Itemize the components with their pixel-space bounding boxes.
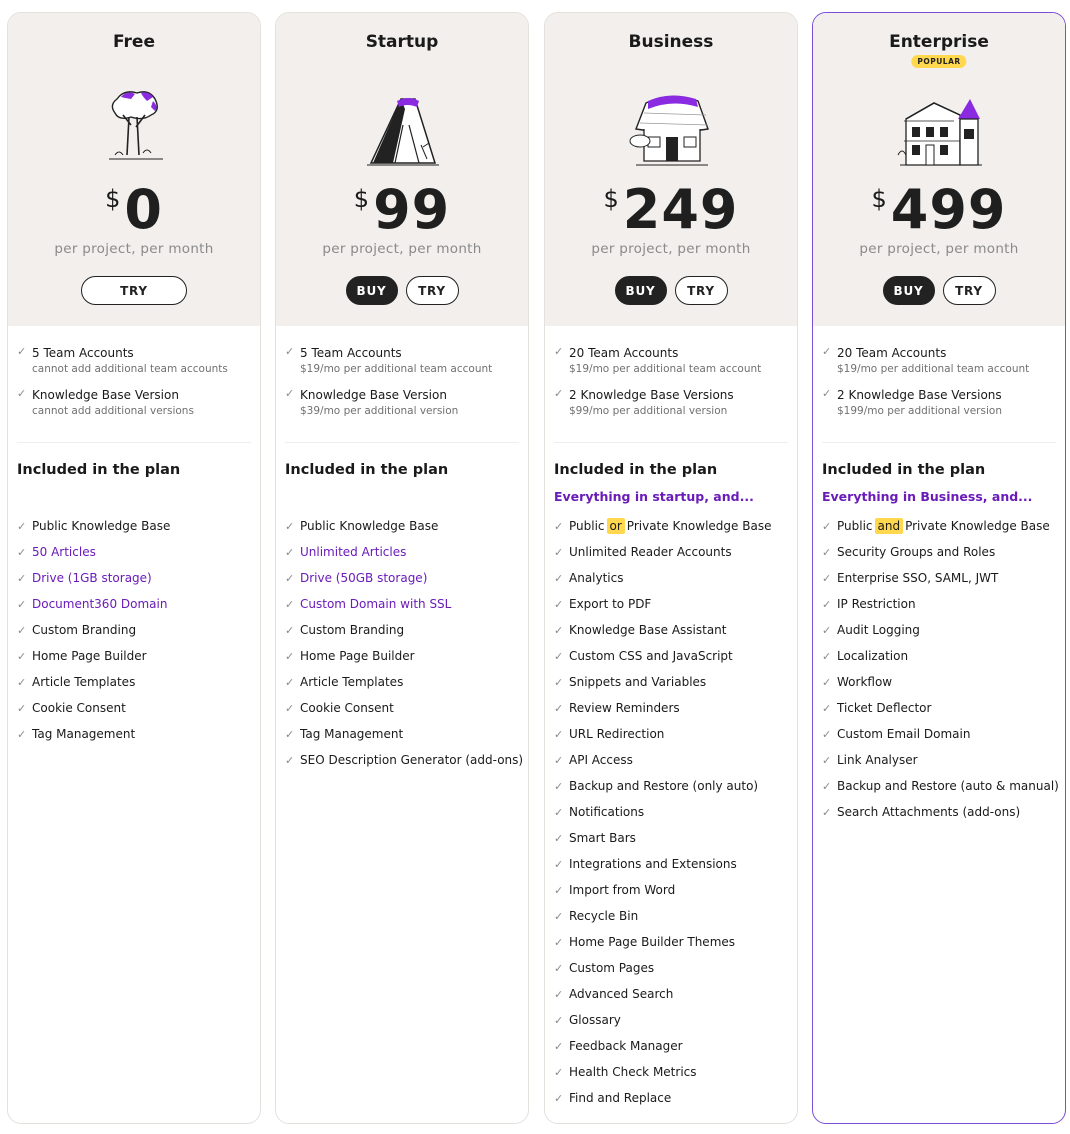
buy-button[interactable]: BUY bbox=[883, 276, 935, 305]
included-subtitle: Everything in Business, and... bbox=[822, 489, 1033, 504]
account-subtitle: $19/mo per additional team account bbox=[837, 363, 1030, 375]
feature-label: Custom Branding bbox=[300, 623, 405, 637]
feature-item bbox=[554, 773, 793, 799]
check-icon: ✓ bbox=[554, 961, 564, 975]
feature-item bbox=[285, 747, 524, 773]
check-icon: ✓ bbox=[822, 345, 832, 358]
divider bbox=[822, 442, 1056, 443]
feature-label: Backup and Restore (only auto) bbox=[569, 779, 759, 793]
check-icon: ✓ bbox=[285, 571, 295, 585]
check-icon: ✓ bbox=[285, 545, 295, 559]
feature-item bbox=[822, 773, 1061, 799]
plan-card-enterprise bbox=[812, 12, 1066, 1124]
plan-actions bbox=[276, 276, 528, 305]
account-item bbox=[554, 387, 797, 420]
account-subtitle: cannot add additional team accounts bbox=[32, 363, 228, 375]
account-item bbox=[17, 345, 260, 378]
check-icon: ✓ bbox=[554, 883, 564, 897]
feature-item bbox=[554, 955, 793, 981]
feature-label-pre: Public bbox=[837, 519, 873, 533]
divider bbox=[554, 442, 788, 443]
feature-label: Drive (50GB storage) bbox=[300, 571, 428, 585]
check-icon: ✓ bbox=[285, 675, 295, 689]
check-icon: ✓ bbox=[554, 987, 564, 1001]
feature-label: Workflow bbox=[837, 675, 893, 689]
check-icon: ✓ bbox=[554, 1039, 564, 1053]
feature-item bbox=[554, 929, 793, 955]
feature-item bbox=[554, 1085, 793, 1111]
feature-label: Knowledge Base Assistant bbox=[569, 623, 727, 637]
feature-item bbox=[822, 669, 1061, 695]
feature-label: IP Restriction bbox=[837, 597, 916, 611]
check-icon: ✓ bbox=[554, 1013, 564, 1027]
price bbox=[813, 178, 1065, 241]
check-icon: ✓ bbox=[822, 805, 832, 819]
account-title: 5 Team Accounts bbox=[32, 346, 134, 360]
tree-icon bbox=[89, 85, 179, 173]
check-icon: ✓ bbox=[822, 623, 832, 637]
feature-label: Unlimited Articles bbox=[300, 545, 407, 559]
account-limits bbox=[813, 326, 1065, 442]
plan-header bbox=[545, 13, 797, 326]
check-icon: ✓ bbox=[554, 1091, 564, 1105]
feature-item bbox=[554, 1033, 793, 1059]
feature-label: Localization bbox=[837, 649, 909, 663]
try-button[interactable]: TRY bbox=[943, 276, 996, 305]
check-icon: ✓ bbox=[822, 649, 832, 663]
check-icon: ✓ bbox=[285, 701, 295, 715]
check-icon: ✓ bbox=[554, 345, 564, 358]
feature-item bbox=[554, 877, 793, 903]
feature-item bbox=[822, 591, 1061, 617]
feature-label: Article Templates bbox=[32, 675, 136, 689]
price bbox=[545, 178, 797, 241]
feature-item bbox=[822, 617, 1061, 643]
plan-card-free bbox=[7, 12, 261, 1124]
feature-label: Home Page Builder bbox=[300, 649, 415, 663]
feature-label: Custom Pages bbox=[569, 961, 655, 975]
plan-actions bbox=[813, 276, 1065, 305]
feature-item bbox=[17, 565, 256, 591]
feature-item bbox=[554, 591, 793, 617]
plan-name: Free bbox=[113, 32, 155, 52]
feature-label-pre: Public bbox=[569, 519, 605, 533]
feature-label: Health Check Metrics bbox=[569, 1065, 697, 1079]
feature-item bbox=[285, 721, 524, 747]
price bbox=[276, 178, 528, 241]
feature-label: Search Attachments (add-ons) bbox=[837, 805, 1021, 819]
try-button[interactable]: TRY bbox=[81, 276, 187, 305]
feature-label: API Access bbox=[569, 753, 633, 767]
feature-label: Home Page Builder Themes bbox=[569, 935, 736, 949]
account-title: Knowledge Base Version bbox=[300, 388, 447, 402]
price-period: per project, per month bbox=[54, 241, 214, 257]
check-icon: ✓ bbox=[285, 519, 295, 533]
feature-item bbox=[554, 695, 793, 721]
plan-name: Business bbox=[628, 32, 714, 52]
check-icon: ✓ bbox=[554, 909, 564, 923]
plan-header bbox=[276, 13, 528, 326]
check-icon: ✓ bbox=[285, 727, 295, 741]
feature-item bbox=[554, 721, 793, 747]
feature-item bbox=[17, 513, 256, 539]
price-amount: 99 bbox=[373, 178, 451, 241]
price-period: per project, per month bbox=[591, 241, 751, 257]
check-icon: ✓ bbox=[554, 387, 564, 400]
feature-list bbox=[554, 513, 793, 1111]
check-icon: ✓ bbox=[285, 623, 295, 637]
plan-card-startup bbox=[275, 12, 529, 1124]
feature-label: Export to PDF bbox=[569, 597, 652, 611]
feature-item bbox=[554, 825, 793, 851]
feature-item bbox=[285, 695, 524, 721]
check-icon: ✓ bbox=[822, 519, 832, 533]
feature-label: Audit Logging bbox=[837, 623, 920, 637]
feature-item bbox=[822, 695, 1061, 721]
feature-list bbox=[822, 513, 1061, 825]
account-title: 20 Team Accounts bbox=[569, 346, 679, 360]
check-icon: ✓ bbox=[17, 701, 27, 715]
check-icon: ✓ bbox=[285, 597, 295, 611]
included-title: Included in the plan bbox=[554, 462, 718, 478]
feature-item bbox=[554, 643, 793, 669]
feature-item bbox=[822, 747, 1061, 773]
mansion-icon bbox=[894, 85, 984, 173]
feature-item bbox=[554, 1007, 793, 1033]
feature-item bbox=[17, 669, 256, 695]
buy-button[interactable]: BUY bbox=[346, 276, 398, 305]
feature-label: Public Knowledge Base bbox=[32, 519, 171, 533]
check-icon: ✓ bbox=[822, 387, 832, 400]
try-button[interactable]: TRY bbox=[406, 276, 459, 305]
feature-item bbox=[822, 565, 1061, 591]
feature-label: Tag Management bbox=[32, 727, 136, 741]
account-item bbox=[822, 387, 1065, 420]
feature-item bbox=[285, 565, 524, 591]
buy-button[interactable]: BUY bbox=[615, 276, 667, 305]
check-icon: ✓ bbox=[17, 519, 27, 533]
feature-list bbox=[285, 513, 524, 773]
account-title: 2 Knowledge Base Versions bbox=[569, 388, 734, 402]
check-icon: ✓ bbox=[822, 597, 832, 611]
check-icon: ✓ bbox=[822, 779, 832, 793]
price-amount: 249 bbox=[622, 178, 739, 241]
feature-label: SEO Description Generator (add-ons) bbox=[300, 753, 524, 767]
check-icon: ✓ bbox=[554, 597, 564, 611]
check-icon: ✓ bbox=[822, 545, 832, 559]
account-limits bbox=[276, 326, 528, 442]
check-icon: ✓ bbox=[822, 571, 832, 585]
feature-label: Find and Replace bbox=[569, 1091, 672, 1105]
currency-symbol: $ bbox=[603, 185, 619, 213]
feature-label: Custom CSS and JavaScript bbox=[569, 649, 733, 663]
feature-label: Integrations and Extensions bbox=[569, 857, 737, 871]
check-icon: ✓ bbox=[822, 727, 832, 741]
feature-item bbox=[17, 539, 256, 565]
check-icon: ✓ bbox=[822, 675, 832, 689]
feature-item bbox=[822, 539, 1061, 565]
feature-item bbox=[554, 747, 793, 773]
currency-symbol: $ bbox=[871, 185, 887, 213]
feature-item bbox=[554, 669, 793, 695]
check-icon: ✓ bbox=[285, 345, 295, 358]
plan-card-business bbox=[544, 12, 798, 1124]
feature-item bbox=[554, 1059, 793, 1085]
feature-item bbox=[554, 981, 793, 1007]
included-title: Included in the plan bbox=[285, 462, 449, 478]
account-item bbox=[17, 387, 260, 420]
account-subtitle: $39/mo per additional version bbox=[300, 405, 459, 417]
check-icon: ✓ bbox=[285, 753, 295, 767]
feature-label: Home Page Builder bbox=[32, 649, 147, 663]
feature-label: 50 Articles bbox=[32, 545, 96, 559]
account-title: 5 Team Accounts bbox=[300, 346, 402, 360]
account-subtitle: $19/mo per additional team account bbox=[300, 363, 493, 375]
check-icon: ✓ bbox=[17, 597, 27, 611]
feature-label: Cookie Consent bbox=[300, 701, 394, 715]
feature-item bbox=[285, 513, 524, 539]
account-subtitle: $19/mo per additional team account bbox=[569, 363, 762, 375]
tent-icon bbox=[357, 85, 447, 173]
feature-item bbox=[554, 539, 793, 565]
check-icon: ✓ bbox=[554, 519, 564, 533]
feature-item bbox=[822, 721, 1061, 747]
feature-label: Snippets and Variables bbox=[569, 675, 707, 689]
account-title: 2 Knowledge Base Versions bbox=[837, 388, 1002, 402]
check-icon: ✓ bbox=[554, 857, 564, 871]
check-icon: ✓ bbox=[17, 623, 27, 637]
currency-symbol: $ bbox=[105, 185, 121, 213]
account-subtitle: cannot add additional versions bbox=[32, 405, 194, 417]
feature-item bbox=[17, 591, 256, 617]
check-icon: ✓ bbox=[17, 649, 27, 663]
feature-label: Enterprise SSO, SAML, JWT bbox=[837, 571, 999, 585]
feature-item bbox=[17, 695, 256, 721]
feature-item bbox=[554, 617, 793, 643]
currency-symbol: $ bbox=[353, 185, 370, 213]
check-icon: ✓ bbox=[285, 387, 295, 400]
feature-label: Custom Email Domain bbox=[837, 727, 971, 741]
price-period: per project, per month bbox=[859, 241, 1019, 257]
feature-label: Drive (1GB storage) bbox=[32, 571, 152, 585]
feature-item bbox=[285, 591, 524, 617]
check-icon: ✓ bbox=[822, 701, 832, 715]
feature-item bbox=[554, 903, 793, 929]
hut-icon bbox=[626, 85, 716, 173]
account-item bbox=[285, 345, 528, 378]
check-icon: ✓ bbox=[554, 623, 564, 637]
price-amount: 0 bbox=[124, 178, 163, 241]
price-period: per project, per month bbox=[322, 241, 482, 257]
feature-item bbox=[554, 851, 793, 877]
highlight-mark: or bbox=[607, 518, 625, 534]
price-amount: 499 bbox=[890, 178, 1007, 241]
feature-item bbox=[822, 799, 1061, 825]
plan-actions bbox=[545, 276, 797, 305]
account-limits bbox=[545, 326, 797, 442]
check-icon: ✓ bbox=[554, 545, 564, 559]
included-title: Included in the plan bbox=[822, 462, 986, 478]
account-title: Knowledge Base Version bbox=[32, 388, 179, 402]
check-icon: ✓ bbox=[17, 727, 27, 741]
feature-label: Backup and Restore (auto & manual) bbox=[837, 779, 1059, 793]
divider bbox=[17, 442, 251, 443]
plan-name: Enterprise bbox=[889, 32, 989, 52]
feature-label: Tag Management bbox=[300, 727, 404, 741]
included-title: Included in the plan bbox=[17, 462, 181, 478]
feature-item bbox=[285, 643, 524, 669]
feature-item bbox=[285, 617, 524, 643]
feature-item bbox=[554, 565, 793, 591]
included-subtitle: Everything in startup, and... bbox=[554, 489, 754, 504]
try-button[interactable]: TRY bbox=[675, 276, 728, 305]
check-icon: ✓ bbox=[285, 649, 295, 663]
check-icon: ✓ bbox=[17, 675, 27, 689]
check-icon: ✓ bbox=[554, 727, 564, 741]
plan-header bbox=[813, 13, 1065, 326]
feature-label: Review Reminders bbox=[569, 701, 680, 715]
highlight-mark: and bbox=[875, 518, 904, 534]
account-item bbox=[285, 387, 528, 420]
account-subtitle: $99/mo per additional version bbox=[569, 405, 728, 417]
check-icon: ✓ bbox=[17, 387, 27, 400]
feature-label: Cookie Consent bbox=[32, 701, 126, 715]
feature-label: Glossary bbox=[569, 1013, 621, 1027]
feature-label: Recycle Bin bbox=[569, 909, 639, 923]
check-icon: ✓ bbox=[554, 831, 564, 845]
account-limits bbox=[8, 326, 260, 442]
feature-label: Unlimited Reader Accounts bbox=[569, 545, 732, 559]
check-icon: ✓ bbox=[17, 545, 27, 559]
feature-list bbox=[17, 513, 256, 747]
price bbox=[8, 178, 260, 241]
plan-name: Startup bbox=[365, 32, 439, 52]
feature-label: Advanced Search bbox=[569, 987, 674, 1001]
feature-label: Security Groups and Roles bbox=[837, 545, 996, 559]
check-icon: ✓ bbox=[17, 345, 27, 358]
feature-label-post: Private Knowledge Base bbox=[905, 519, 1050, 533]
check-icon: ✓ bbox=[554, 753, 564, 767]
feature-label: Public Knowledge Base bbox=[300, 519, 439, 533]
divider bbox=[285, 442, 519, 443]
feature-item bbox=[554, 513, 793, 539]
feature-label: Analytics bbox=[569, 571, 624, 585]
popular-badge: POPULAR bbox=[911, 55, 966, 68]
feature-item bbox=[17, 617, 256, 643]
account-item bbox=[822, 345, 1065, 378]
account-subtitle: $199/mo per additional version bbox=[837, 405, 1002, 417]
plan-actions bbox=[8, 276, 260, 305]
check-icon: ✓ bbox=[822, 753, 832, 767]
check-icon: ✓ bbox=[554, 1065, 564, 1079]
feature-label: Feedback Manager bbox=[569, 1039, 683, 1053]
check-icon: ✓ bbox=[554, 571, 564, 585]
check-icon: ✓ bbox=[554, 935, 564, 949]
feature-label: Article Templates bbox=[300, 675, 404, 689]
check-icon: ✓ bbox=[554, 701, 564, 715]
feature-item bbox=[554, 799, 793, 825]
account-item bbox=[554, 345, 797, 378]
feature-label: Ticket Deflector bbox=[837, 701, 932, 715]
feature-item bbox=[822, 643, 1061, 669]
feature-label: Notifications bbox=[569, 805, 645, 819]
check-icon: ✓ bbox=[554, 675, 564, 689]
feature-item bbox=[285, 669, 524, 695]
feature-label-post: Private Knowledge Base bbox=[626, 519, 772, 533]
check-icon: ✓ bbox=[554, 649, 564, 663]
plan-header bbox=[8, 13, 260, 326]
feature-item bbox=[822, 513, 1061, 539]
account-title: 20 Team Accounts bbox=[837, 346, 947, 360]
feature-label: Smart Bars bbox=[569, 831, 636, 845]
feature-item bbox=[17, 643, 256, 669]
feature-label: Document360 Domain bbox=[32, 597, 168, 611]
check-icon: ✓ bbox=[17, 571, 27, 585]
feature-label: Custom Branding bbox=[32, 623, 137, 637]
feature-label: URL Redirection bbox=[569, 727, 665, 741]
feature-label: Import from Word bbox=[569, 883, 676, 897]
feature-label: Custom Domain with SSL bbox=[300, 597, 452, 611]
check-icon: ✓ bbox=[554, 779, 564, 793]
feature-item bbox=[285, 539, 524, 565]
feature-label: Link Analyser bbox=[837, 753, 918, 767]
feature-item bbox=[17, 721, 256, 747]
check-icon: ✓ bbox=[554, 805, 564, 819]
